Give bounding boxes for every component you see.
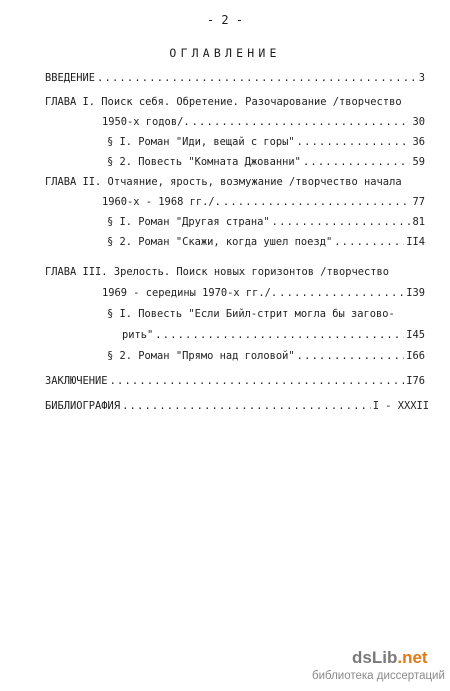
dot-leader (303, 156, 411, 168)
toc-page: II4 (406, 236, 425, 248)
dot-leader (97, 72, 417, 84)
toc-entry-chapter-1 (102, 116, 425, 128)
toc-section-heading: § I. Повесть "Если Бийл-стрит могла бы загово- (107, 308, 395, 320)
toc-page: 36 (412, 136, 425, 148)
toc-chapter-heading: ГЛАВА II. Отчаяние, ярость, возмужание /творчество начала (45, 176, 402, 188)
toc-label: 1969 - середины 1970-х гг./. (102, 287, 278, 299)
dot-leader (297, 136, 411, 148)
toc-page: I45 (406, 329, 425, 341)
toc-label: БИБЛИОГРАФИЯ (45, 400, 121, 412)
toc-label: 1960-х - 1968 гг./. (102, 196, 221, 208)
toc-entry-intro (45, 72, 425, 84)
toc-label: § 2. Роман "Скажи, когда ушел поезд" (107, 236, 333, 248)
toc-page: I66 (406, 350, 425, 362)
toc-entry-chapter-3 (102, 287, 425, 299)
toc-chapter-heading: ГЛАВА III. Зрелость. Поиск новых горизонтов /творчество (45, 266, 390, 278)
toc-entry-section (107, 156, 425, 168)
toc-entry-section (122, 329, 425, 341)
toc-page: 77 (412, 196, 425, 208)
toc-page: 30 (412, 116, 425, 128)
toc-label: § I. Роман "Иди, вещай с горы" (107, 136, 295, 148)
toc-page: 59 (412, 156, 425, 168)
toc-entry-section (107, 236, 425, 248)
dot-leader (110, 375, 405, 387)
toc-label: § I. Роман "Другая страна" (107, 216, 270, 228)
toc-label: § 2. Повесть "Комната Джованни" (107, 156, 301, 168)
toc-page: I76 (406, 375, 425, 387)
toc-entry-section (107, 136, 425, 148)
toc-entry-chapter-2 (102, 196, 425, 208)
toc-entry-conclusion (45, 375, 425, 387)
dot-leader (122, 400, 371, 412)
dot-leader (272, 216, 411, 228)
page-number: - 2 - (206, 13, 244, 27)
toc-page: I39 (406, 287, 425, 299)
toc-label: 1950-х годов/. (102, 116, 190, 128)
toc-page: I - XXXII (372, 400, 429, 412)
toc-label: рить" (122, 329, 154, 341)
dot-leader (155, 329, 404, 341)
dot-leader (279, 287, 404, 299)
dslib-subtitle: библиотека диссертаций (312, 670, 445, 682)
toc-entry-section (107, 216, 425, 228)
logo-domain: .net (397, 648, 428, 667)
toc-page: 81 (412, 216, 425, 228)
toc-title: ОГЛАВЛЕНИЕ (169, 46, 281, 60)
toc-label: ЗАКЛЮЧЕНИЕ (45, 375, 108, 387)
dot-leader (334, 236, 404, 248)
toc-entry-section (107, 350, 425, 362)
logo-brand: dsLib (352, 648, 398, 667)
toc-entry-bibliography (45, 400, 429, 412)
toc-page: 3 (418, 72, 425, 84)
dot-leader (223, 196, 411, 208)
dslib-logo[interactable] (352, 648, 428, 668)
toc-label: ВВЕДЕНИЕ (45, 72, 96, 84)
dot-leader (192, 116, 411, 128)
toc-label: § 2. Роман "Прямо над головой" (107, 350, 295, 362)
dot-leader (297, 350, 405, 362)
toc-chapter-heading: ГЛАВА I. Поиск себя. Обретение. Разочарование /творчество (45, 96, 402, 108)
